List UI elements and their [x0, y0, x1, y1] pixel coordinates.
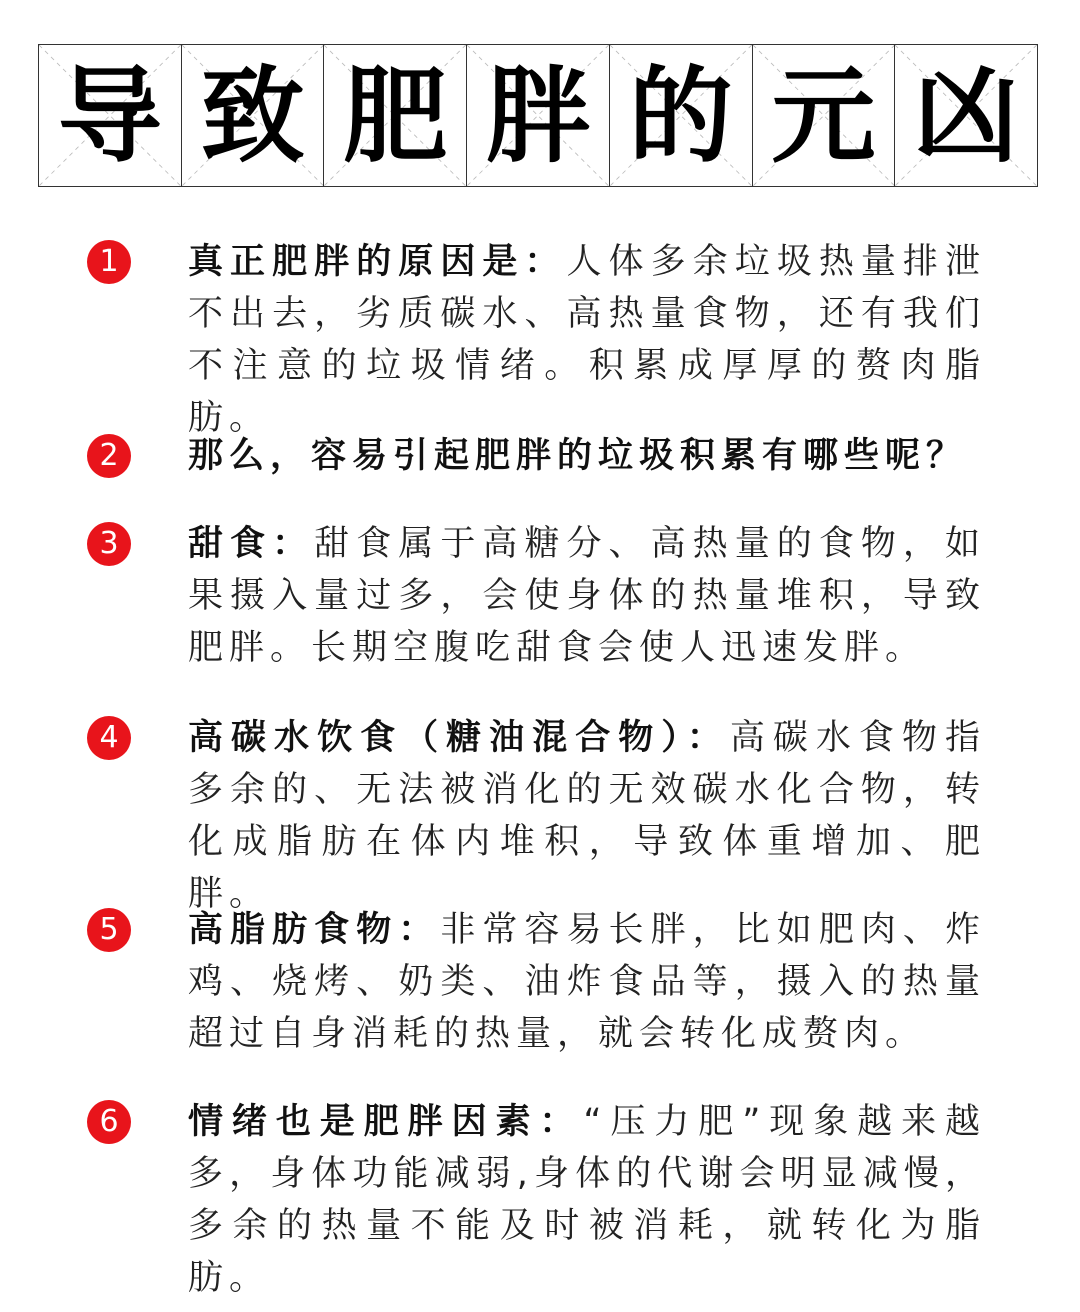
title-cell [895, 45, 1037, 186]
item-lead: 高脂肪食物： [188, 910, 441, 950]
item-text [188, 430, 986, 482]
item-body: 高碳水食物指多余的、无法被消化的无效碳水化合物，转化成脂肪在体内堆积，导致体重增加、肥胖。 [188, 718, 986, 914]
title-cell [182, 45, 325, 186]
title-cell [39, 45, 182, 186]
title-grid [38, 44, 1038, 187]
number-badge: 2 [87, 434, 131, 478]
title-char: 导 [57, 54, 162, 177]
item-text [188, 712, 986, 920]
item-lead: 真正肥胖的原因是： [188, 242, 567, 282]
item-body: 甜食属于高糖分、高热量的食物，如果摄入量过多，会使身体的热量堆积，导致肥胖。长期空腹吃甜食会使人迅速发胖。 [188, 524, 986, 668]
number-badge: 6 [87, 1100, 131, 1144]
title-char: 肥 [343, 54, 448, 177]
number-badge: 1 [87, 240, 131, 284]
item-body: 非常容易长胖，比如肥肉、炸鸡、烧烤、奶类、油炸食品等，摄入的热量超过自身消耗的热量，就会转化成赘肉。 [188, 910, 986, 1054]
item-lead: 甜食： [188, 524, 315, 564]
title-cell [753, 45, 896, 186]
number-badge: 4 [87, 716, 131, 760]
number-badge: 3 [87, 522, 131, 566]
item-text [188, 236, 986, 444]
title-cell [467, 45, 610, 186]
item-lead: 情绪也是肥胖因素： [188, 1102, 584, 1142]
title-char: 胖 [486, 54, 591, 177]
item-body: “压力肥”现象越来越多，身体功能减弱,身体的代谢会明显减慢，多余的热量不能及时被消耗，就转化为脂肪。 [188, 1102, 986, 1298]
title-char: 的 [628, 54, 733, 177]
item-lead: 那么，容易引起肥胖的垃圾积累有哪些呢？ [188, 436, 968, 476]
item-text [188, 518, 986, 674]
title-cell [324, 45, 467, 186]
item-text [188, 1096, 986, 1304]
title-char: 致 [200, 54, 305, 177]
title-char: 元 [771, 54, 876, 177]
title-char: 凶 [914, 54, 1019, 177]
item-body: 人体多余垃圾热量排泄不出去，劣质碳水、高热量食物，还有我们不注意的垃圾情绪。积累成厚厚的赘肉脂肪。 [188, 242, 986, 438]
item-text [188, 904, 986, 1060]
title-cell [610, 45, 753, 186]
item-lead: 高碳水饮食（糖油混合物）： [188, 718, 730, 758]
number-badge: 5 [87, 908, 131, 952]
